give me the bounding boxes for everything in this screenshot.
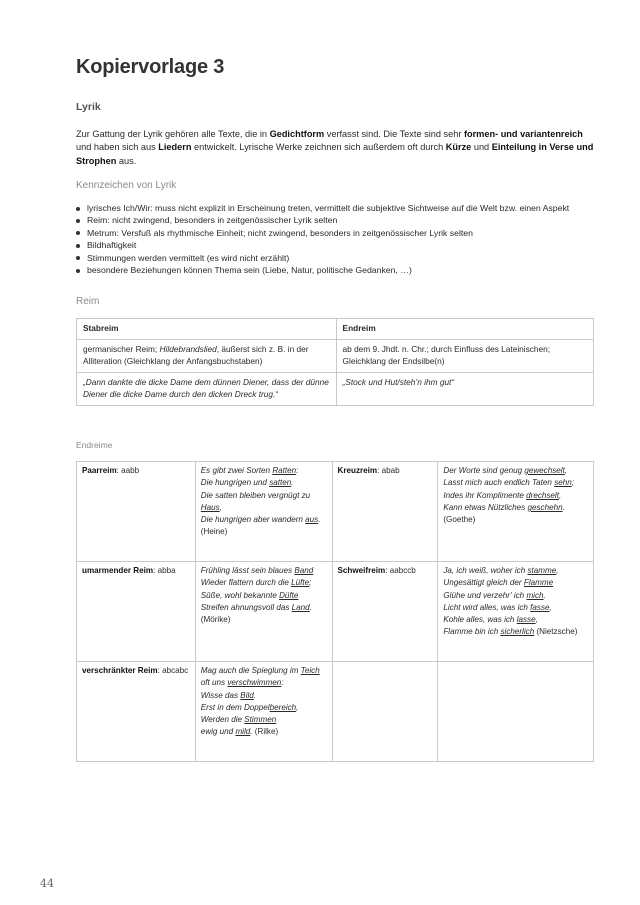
endreime-table bbox=[76, 461, 594, 762]
rhyme-word: sicherlich bbox=[500, 627, 535, 637]
rhyme-word: aus bbox=[305, 515, 319, 525]
poem-text: Kohle alles, was ich bbox=[443, 615, 517, 625]
rhyme-scheme: : abcabc bbox=[157, 666, 189, 675]
intro-keyword: formen- und variantenreich bbox=[463, 129, 583, 139]
poem-text: Glühe und verzehr’ ich bbox=[443, 590, 527, 600]
endreim-row bbox=[77, 662, 594, 762]
rhyme-word: satten bbox=[269, 478, 292, 488]
page-title: Kopiervorlage 3 bbox=[76, 56, 225, 78]
rhyme-type-name: Kreuzreim bbox=[337, 466, 378, 475]
rhyme-word: Land bbox=[291, 602, 310, 612]
poem-text: Werden die bbox=[200, 715, 245, 725]
stabreim-description: germanischer Reim; Hildebrandslied, äußerst sich z. B. in der Alliteration (Gleichklang der Anfangsbuchstaben) bbox=[77, 340, 337, 373]
poem-line bbox=[443, 602, 588, 614]
poem-text: Der Worte sind genug bbox=[443, 466, 525, 475]
rhyme-type-name: Paarreim bbox=[82, 466, 117, 475]
poem-text: , bbox=[535, 615, 538, 625]
rhyme-word: gewechselt bbox=[524, 466, 565, 475]
kennzeichen-item: besondere Beziehungen können Thema sein (Liebe, Natur, politische Gedanken, …) bbox=[76, 264, 606, 276]
poem-text: : bbox=[296, 466, 299, 475]
poem-example-cell bbox=[195, 662, 332, 762]
rhyme-scheme: : aabb bbox=[116, 466, 140, 475]
rhyme-word: Düfte bbox=[279, 590, 299, 600]
intro-keyword: Einteilung in Verse und Strophen bbox=[76, 142, 594, 166]
stabreim-example: „Dann dankte die dicke Dame dem dünnen Diener, dass der dünne Diener die dicke Dame durch den dicken Dreck trug.“ bbox=[77, 373, 337, 406]
poem-text: , bbox=[556, 566, 559, 575]
poem-text: Lasst mich auch endlich Taten bbox=[443, 478, 555, 488]
rhyme-word: Band bbox=[294, 566, 314, 575]
poem-text: Indes ihr Komplimente bbox=[443, 490, 527, 500]
poem-text: ; bbox=[571, 478, 574, 488]
poem-line bbox=[201, 477, 327, 489]
poem-text: Kann etwas Nützliches bbox=[443, 502, 528, 512]
rhyme-type-cell bbox=[332, 462, 438, 562]
poem-text: , bbox=[558, 490, 562, 500]
poem-text: , bbox=[564, 466, 568, 475]
poem-example-cell bbox=[195, 462, 332, 562]
poem-text: , bbox=[296, 702, 299, 712]
poem-text: , bbox=[219, 502, 222, 512]
poem-line bbox=[201, 602, 327, 627]
poem-text: . bbox=[318, 515, 321, 525]
rhyme-word: Lüfte bbox=[291, 578, 310, 588]
rhyme-type-cell bbox=[332, 562, 438, 662]
rhyme-word: fasse bbox=[530, 602, 550, 612]
poem-text: . bbox=[562, 502, 565, 512]
poem-example-cell bbox=[195, 562, 332, 662]
intro-keyword: Liedern bbox=[158, 142, 192, 153]
poem-line bbox=[201, 714, 327, 726]
rhyme-type-name: verschränkter Reim bbox=[82, 666, 158, 675]
poem-line bbox=[443, 626, 588, 638]
poem-example-cell bbox=[438, 462, 594, 562]
poem-author: (Heine) bbox=[200, 527, 228, 537]
rhyme-word: lasse bbox=[516, 615, 536, 625]
poem-author: (Goethe) bbox=[443, 515, 476, 525]
rhyme-scheme: : aabccb bbox=[385, 566, 416, 575]
poem-text: ; bbox=[309, 578, 312, 588]
rhyme-word: Teich bbox=[300, 666, 320, 675]
rhyme-type-name: umarmender Reim bbox=[82, 566, 154, 575]
rhyme-word: Flamme bbox=[523, 578, 554, 588]
endreime-heading: Endreime bbox=[76, 440, 113, 450]
reim-table bbox=[76, 318, 594, 406]
rhyme-word: stamme bbox=[527, 566, 557, 575]
rhyme-word: geschehn bbox=[527, 502, 563, 512]
poem-text: Es gibt zwei Sorten bbox=[200, 466, 273, 475]
intro-text: aus. bbox=[116, 155, 137, 166]
poem-text: . bbox=[543, 590, 546, 600]
poem-text: ewig und bbox=[200, 727, 236, 737]
kennzeichen-item: Stimmungen werden vermittelt (es wird nicht erzählt) bbox=[76, 252, 606, 264]
poem-text: Streifen ahnungsvoll das bbox=[200, 602, 292, 612]
endreim-description: ab dem 9. Jhdt. n. Chr.; durch Einfluss des Lateinischen; Gleichklang der Endsilbe(n) bbox=[336, 340, 593, 373]
poem-text: . bbox=[250, 727, 253, 737]
poem-line bbox=[201, 702, 327, 714]
rhyme-word: sehn bbox=[554, 478, 572, 488]
poem-text: Wisse das bbox=[200, 690, 241, 700]
poem-line bbox=[443, 565, 588, 577]
poem-text: Die hungrigen und bbox=[200, 478, 270, 488]
rhyme-scheme: : abba bbox=[153, 566, 176, 575]
poem-text: Die satten bleiben vergnügt zu bbox=[200, 490, 311, 500]
poem-text: . bbox=[253, 690, 257, 700]
poem-line bbox=[201, 677, 327, 689]
poem-line bbox=[201, 665, 327, 677]
rhyme-word: verschwimmen bbox=[227, 678, 282, 688]
poem-line bbox=[201, 565, 327, 577]
intro-keyword: Gedichtform bbox=[269, 129, 325, 139]
poem-text: Ja, ich weiß, woher ich bbox=[443, 566, 528, 575]
rhyme-type-cell bbox=[332, 662, 438, 762]
endreim-header: Endreim bbox=[336, 319, 593, 340]
intro-text: und bbox=[471, 142, 492, 153]
poem-text: oft uns bbox=[200, 678, 228, 688]
poem-author-line bbox=[443, 514, 588, 526]
rhyme-word: Ratten bbox=[272, 466, 297, 475]
rhyme-type-cell bbox=[77, 462, 196, 562]
rhyme-word: mich bbox=[526, 590, 544, 600]
poem-line bbox=[443, 614, 588, 626]
rhyme-word: Bild bbox=[240, 690, 254, 700]
intro-text: entwickelt. Lyrische Werke zeichnen sich außerdem oft durch bbox=[191, 142, 446, 153]
intro-paragraph bbox=[76, 128, 596, 168]
endreim-row bbox=[77, 562, 594, 662]
intro-text: Zur Gattung der Lyrik gehören alle Texte, die in bbox=[76, 129, 270, 139]
endreim-row bbox=[77, 462, 594, 562]
poem-line bbox=[443, 590, 588, 602]
poem-text: Flamme bin ich bbox=[443, 627, 501, 637]
rhyme-word: Stimmen bbox=[244, 715, 277, 725]
poem-text: . bbox=[291, 478, 294, 488]
poem-line bbox=[201, 690, 327, 702]
poem-example-cell bbox=[438, 562, 594, 662]
poem-text: Erst in dem Doppel bbox=[200, 702, 270, 712]
rhyme-scheme: : abab bbox=[377, 466, 400, 475]
intro-keyword: Kürze bbox=[445, 142, 472, 153]
poem-text: Ungesättigt gleich der bbox=[443, 578, 524, 588]
poem-line bbox=[443, 477, 588, 489]
stabreim-header: Stabreim bbox=[77, 319, 337, 340]
poem-text: Die hungrigen aber wandern bbox=[200, 515, 306, 525]
intro-text: und haben sich aus bbox=[76, 142, 159, 153]
poem-author: (Mörike) bbox=[200, 615, 231, 625]
rhyme-word: mild bbox=[235, 727, 251, 737]
page-number: 44 bbox=[40, 877, 54, 890]
rhyme-word: Haus bbox=[200, 502, 220, 512]
poem-author-line bbox=[201, 526, 327, 538]
poem-text: : bbox=[281, 678, 284, 688]
poem-text: . bbox=[309, 602, 312, 612]
section-heading: Lyrik bbox=[76, 101, 101, 113]
poem-author: (Rilke) bbox=[254, 727, 279, 737]
rhyme-type-cell bbox=[77, 662, 196, 762]
poem-text: , bbox=[549, 602, 552, 612]
kennzeichen-item: Reim: nicht zwingend, besonders in zeitgenössischer Lyrik selten bbox=[76, 214, 606, 226]
rhyme-word: bereich bbox=[269, 702, 297, 712]
poem-line bbox=[443, 465, 588, 477]
poem-line bbox=[201, 490, 327, 502]
kennzeichen-item: Bildhaftigkeit bbox=[76, 239, 606, 251]
poem-text: Frühling lässt sein blaues bbox=[200, 566, 295, 575]
poem-line bbox=[201, 590, 327, 602]
rhyme-type-name: Schweifreim bbox=[337, 566, 386, 575]
poem-example-cell bbox=[438, 662, 594, 762]
endreim-example: „Stock und Hut/steh’n ihm gut“ bbox=[336, 373, 593, 406]
poem-line bbox=[201, 726, 327, 738]
rhyme-type-cell bbox=[77, 562, 196, 662]
poem-line bbox=[201, 465, 327, 477]
rhyme-word: drechselt bbox=[526, 490, 559, 500]
poem-text: Wieder flattern durch die bbox=[200, 578, 292, 588]
kennzeichen-list bbox=[76, 202, 606, 276]
poem-author: (Nietzsche) bbox=[536, 627, 578, 637]
intro-text: verfasst sind. Die Texte sind sehr bbox=[324, 129, 464, 139]
kennzeichen-item: Metrum: Versfuß als rhythmische Einheit; nicht zwingend, besonders in zeitgenössischer Lyrik selten bbox=[76, 227, 606, 239]
poem-text: Licht wird alles, was ich bbox=[443, 602, 531, 612]
poem-line bbox=[201, 577, 327, 589]
poem-line bbox=[443, 502, 588, 514]
poem-text: Mag auch die Spieglung im bbox=[200, 666, 301, 675]
poem-line bbox=[201, 502, 327, 514]
poem-line bbox=[201, 514, 327, 526]
poem-line bbox=[443, 577, 588, 589]
poem-line bbox=[443, 490, 588, 502]
reim-heading: Reim bbox=[76, 296, 100, 307]
kennzeichen-item: lyrisches Ich/Wir: muss nicht explizit in Erscheinung treten, vermittelt die subjektive Sichtweise auf die Welt bzw. einen Aspekt bbox=[76, 202, 606, 214]
kennzeichen-heading: Kennzeichen von Lyrik bbox=[76, 180, 177, 191]
poem-text: Süße, wohl bekannte bbox=[200, 590, 280, 600]
